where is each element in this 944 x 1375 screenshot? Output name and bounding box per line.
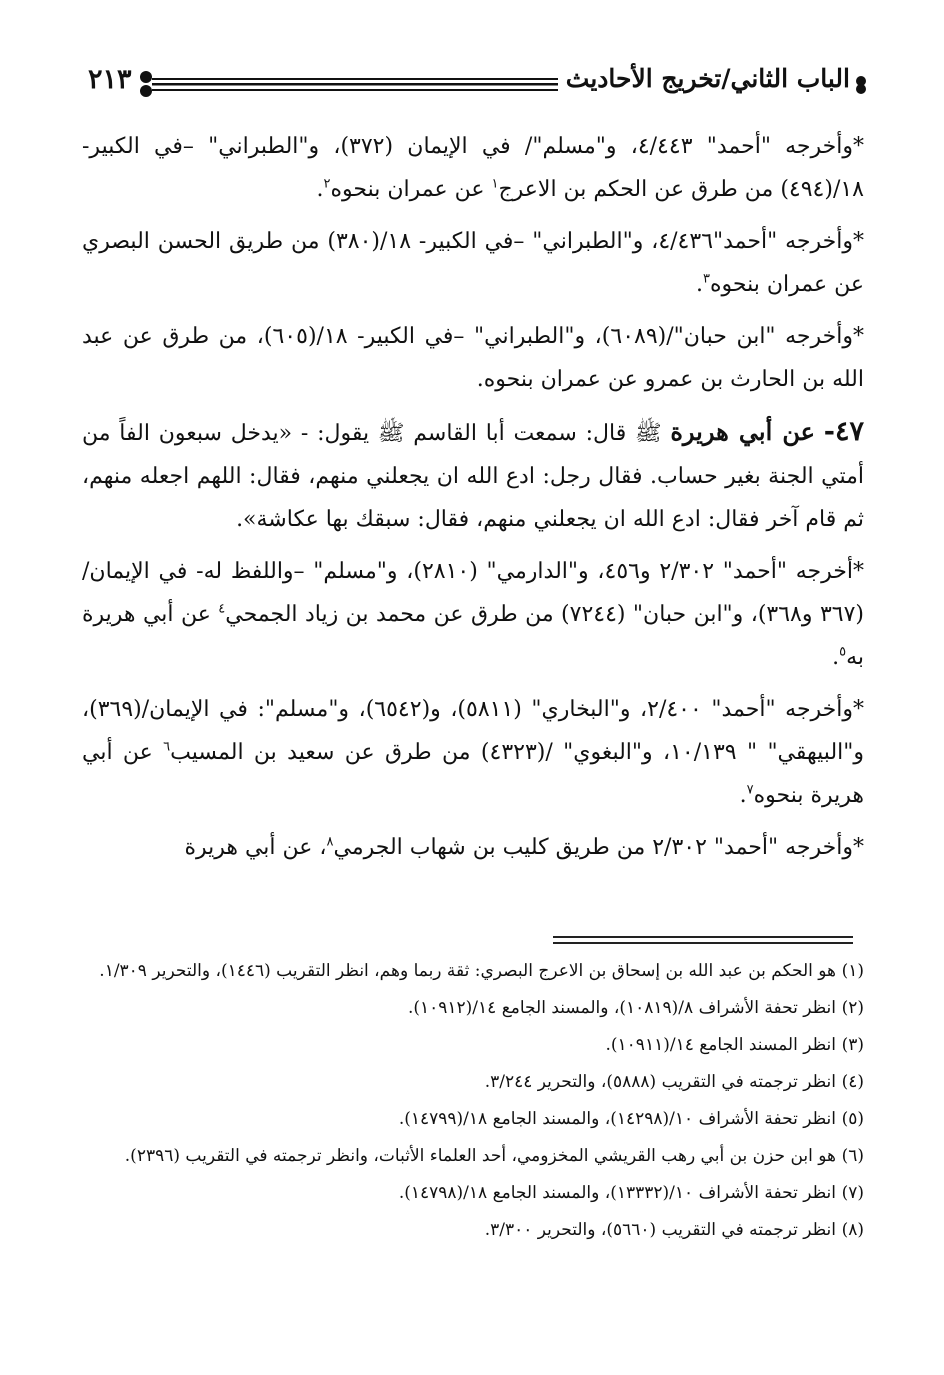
- text-segment: .: [739, 783, 747, 808]
- footnote-ref[interactable]: ٥: [839, 644, 847, 660]
- header-ornament-end: [852, 76, 870, 94]
- footnote: [84, 993, 864, 1023]
- paragraph-takhrij-5: [82, 550, 864, 679]
- footnote: [84, 1030, 864, 1060]
- footnote-label: (٤): [841, 1072, 864, 1092]
- text-segment: .: [316, 177, 324, 202]
- paragraph-takhrij-2: [82, 220, 864, 306]
- footnote-ref[interactable]: ٨: [326, 834, 334, 850]
- footnote-text: هو ابن حزن بن أبي رهب القريشي المخزومي، أحد العلماء الأثبات، وانظر ترجمته في التقريب (٢٣٩٦).: [124, 1146, 836, 1166]
- footnote: [84, 1141, 864, 1171]
- footnote: [84, 1067, 864, 1097]
- text-segment: *وأخرجه "أحمد"٤/٤٣٦، و"الطبراني" –في الكبير- ١٨/(٣٨٠) من طريق الحسن البصري عن عمران بنحوه: [82, 229, 864, 297]
- text-segment: عن عمران بنحوه: [330, 177, 492, 202]
- text-segment: *أخرجه "أحمد" ٢/٣٠٢ و٤٥٦، و"الدارمي" (٢٨١٠)، و"مسلم" –واللفظ له- في الإيمان/ (٣٦٧ و٣٦٨)، و"ابن حبان" (٧٢٤٤) من طرق عن محمد بن زياد الجمحي: [82, 559, 865, 627]
- footnote-ref[interactable]: ١: [491, 176, 499, 192]
- paragraph-takhrij-6: [82, 688, 864, 817]
- text-segment: ، عن أبي هريرة: [184, 835, 327, 860]
- footnote: [84, 1104, 864, 1134]
- footnote-label: (٨): [841, 1220, 864, 1240]
- hadith-text: ﷺ قال: سمعت أبا القاسم ﷺ يقول: - «يدخل سبعون الفاً من أمتي الجنة بغير حساب. فقال رجل: ادع الله ان يجعلني منهم، فقال: اللهم اجعله منهم، ثم قام آخر فقال: ادع الله ان يجعلني منهم، فقال: سبقك بها عكاشة».: [82, 421, 864, 532]
- footnote-text: انظر ترجمته في التقريب (٥٦٦٠)، والتحرير ٣/٣٠٠.: [484, 1220, 836, 1240]
- footnote-text: هو الحكم بن عبد الله بن إسحاق بن الاعرج البصري: ثقة ربما وهم، انظر التقريب (١٤٤٦)، والتحرير ١/٣٠٩.: [99, 961, 836, 981]
- footnote: [84, 1215, 864, 1245]
- text-segment: *وأخرجه "أحمد" ٢/٤٠٠، و"البخاري" (٥٨١١)، و(٦٥٤٢)، و"مسلم": في الإيمان/(٣٦٩)، و"البيهقي" " ١٠/١٣٩، و"البغوي" /(٤٣٢٣) من طرق عن سعيد بن المسيب: [82, 697, 865, 765]
- footnote: [84, 1178, 864, 1208]
- footnote-text: انظر تحفة الأشراف ١٠/(١٤٢٩٨)، والمسند الجامع ١٨/(١٤٧٩٩).: [398, 1109, 836, 1129]
- paragraph-takhrij-3: *وأخرجه "ابن حبان"/(٦٠٨٩)، و"الطبراني" –في الكبير- ١٨/(٦٠٥)، من طرق عن عبد الله بن الحارث بن عمرو عن عمران بنحوه.: [82, 324, 865, 392]
- hadith-source: عن أبي هريرة: [670, 417, 815, 446]
- footnote-ref[interactable]: ٣: [703, 271, 711, 287]
- footnote-text: انظر تحفة الأشراف ١٠/(١٣٣٣٢)، والمسند الجامع ١٨/(١٤٧٩٨).: [398, 1183, 836, 1203]
- footnote-label: (١): [841, 961, 864, 981]
- text-segment: *وأخرجه "أحمد" ٢/٣٠٢ من طريق كليب بن شهاب الجرمي: [333, 835, 864, 860]
- text-segment: .: [832, 645, 840, 670]
- page-header: [80, 62, 870, 106]
- paragraph-takhrij-1: [82, 125, 864, 211]
- footnote-label: (٥): [841, 1109, 864, 1129]
- text-segment: عن أبي هريرة بنحوه: [82, 740, 864, 808]
- text-segment: *وأخرجه "أحمد" ٤/٤٤٣، و"مسلم"/ في الإيمان (٣٧٢)، و"الطبراني" –في الكبير- ١٨/(٤٩٤) من طرق عن الحكم بن الاعرج: [82, 134, 865, 202]
- footnote-ref[interactable]: ٤: [218, 601, 226, 617]
- running-title: الباب الثاني/تخريج الأحاديث: [565, 64, 850, 93]
- paragraph-takhrij-7: [82, 826, 864, 869]
- text-segment: عن أبي هريرة به: [82, 602, 864, 670]
- footnote-separator: [553, 936, 853, 944]
- footnote-text: انظر المسند الجامع ١٤/(١٠٩١١).: [605, 1035, 836, 1055]
- footnote-text: انظر ترجمته في التقريب (٥٨٨٨)، والتحرير ٣/٢٤٤.: [484, 1072, 836, 1092]
- footnote-label: (٢): [841, 998, 864, 1018]
- hadith-47: [82, 410, 864, 541]
- header-ornament-rule: [138, 66, 558, 102]
- hadith-number: ٤٧-: [823, 416, 864, 447]
- footnote-label: (٦): [841, 1146, 864, 1166]
- footnote-text: انظر تحفة الأشراف ٨/(١٠٨١٩)، والمسند الجامع ١٤/(١٠٩١٢).: [407, 998, 836, 1018]
- footnote-label: (٣): [841, 1035, 864, 1055]
- text-segment: .: [696, 272, 704, 297]
- footnote-ref[interactable]: ٧: [746, 782, 754, 798]
- footnote: [84, 956, 864, 986]
- footnote-ref[interactable]: ٦: [163, 739, 171, 755]
- main-text: [82, 125, 864, 878]
- footnote-ref[interactable]: ٢: [323, 176, 331, 192]
- footnotes: [84, 956, 864, 1252]
- page-number: ٢١٣: [88, 64, 132, 95]
- footnote-label: (٧): [841, 1183, 864, 1203]
